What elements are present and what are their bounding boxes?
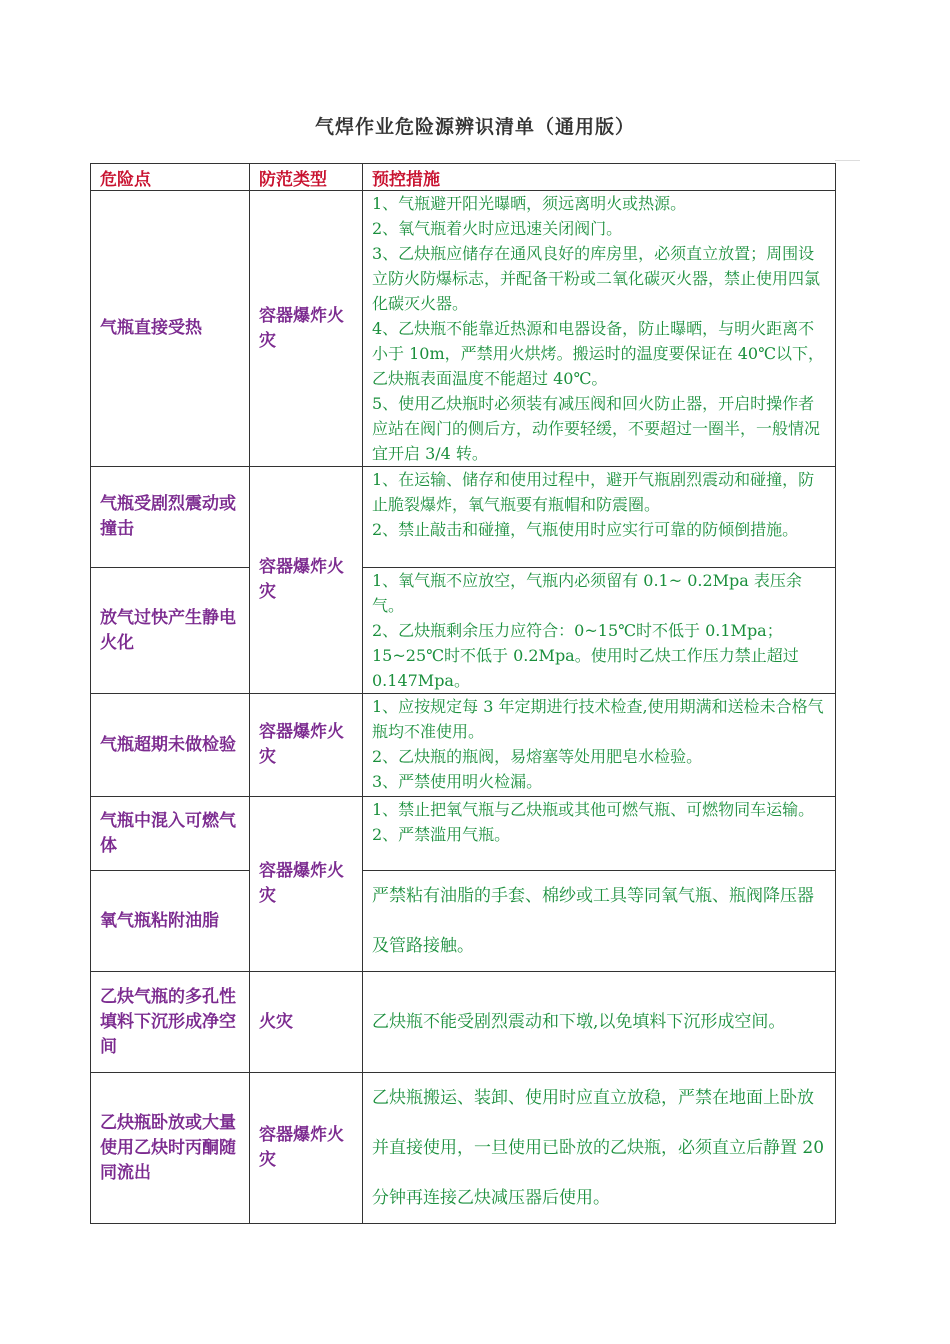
table-row — [91, 1073, 836, 1224]
measures-cell — [363, 972, 836, 1073]
measures-cell — [363, 797, 836, 871]
table-row — [91, 191, 836, 467]
header-hazard: 危险点 — [91, 164, 250, 191]
document-title: 气焊作业危险源辨识清单（通用版） — [314, 116, 635, 138]
measures-cell — [363, 694, 836, 797]
measure-item: 5、使用乙炔瓶时必须装有减压阀和回火防止器，开启时操作者应站在阀门的侧后方，动作要轻缓，不要超过一圈半，一般情况宜开启 3/4 转。 — [372, 394, 821, 463]
measure-item: 2、乙炔瓶的瓶阀，易熔塞等处用肥皂水检验。 — [372, 747, 703, 766]
hazard-cell: 气瓶超期未做检验 — [91, 694, 250, 797]
top-rule — [835, 160, 860, 161]
hazard-cell: 气瓶中混入可燃气体 — [91, 797, 250, 871]
measure-item: 3、严禁使用明火检漏。 — [372, 772, 543, 791]
table-header-row — [91, 164, 836, 191]
type-cell: 容器爆炸火灾 — [250, 797, 363, 972]
measure-item: 3、乙炔瓶应储存在通风良好的库房里，必须直立放置；周围设立防火防爆标志，并配备干粉或二氧化碳灭火器，禁止使用四氯化碳灭火器。 — [372, 244, 821, 313]
header-type: 防范类型 — [250, 164, 363, 191]
measure-item: 4、乙炔瓶不能靠近热源和电器设备，防止曝晒，与明火距离不小于 10m，严禁用火烘烤。搬运时的温度要保证在 40℃以下，乙炔瓶表面温度不能超过 40℃。 — [372, 319, 824, 388]
hazard-cell: 乙炔瓶卧放或大量使用乙炔时丙酮随同流出 — [91, 1073, 250, 1224]
hazard-cell: 氧气瓶粘附油脂 — [91, 871, 250, 972]
measure-item: 1、在运输、储存和使用过程中，避开气瓶剧烈震动和碰撞，防止脆裂爆炸，氧气瓶要有瓶帽和防震圈。 — [372, 470, 815, 514]
measure-item: 1、氧气瓶不应放空，气瓶内必须留有 0.1~ 0.2Mpa 表压余气。 — [372, 571, 802, 615]
measure-item: 1、应按规定每 3 年定期进行技术检查,使用期满和送检未合格气瓶均不准使用。 — [372, 697, 824, 741]
header-measures: 预控措施 — [363, 164, 836, 191]
hazard-cell: 气瓶直接受热 — [91, 191, 250, 467]
table-row — [91, 797, 836, 871]
table-row — [91, 694, 836, 797]
measure-item: 2、氧气瓶着火时应迅速关闭阀门。 — [372, 219, 623, 238]
table-row — [91, 467, 836, 568]
measure-item: 1、气瓶避开阳光曝晒，须远离明火或热源。 — [372, 194, 687, 213]
measures-cell — [363, 568, 836, 694]
measures-cell — [363, 191, 836, 467]
measures-cell — [363, 871, 836, 972]
measure-item: 2、乙炔瓶剩余压力应符合：0~15℃时不低于 0.1Mpa；15~25℃时不低于 0.2Mpa。使用时乙炔工作压力禁止超过 0.147Mpa。 — [372, 621, 799, 690]
measure-item: 1、禁止把氧气瓶与乙炔瓶或其他可燃气瓶、可燃物同车运输。 — [372, 800, 815, 819]
table-row — [91, 972, 836, 1073]
type-cell: 容器爆炸火灾 — [250, 191, 363, 467]
hazard-cell: 气瓶受剧烈震动或撞击 — [91, 467, 250, 568]
type-cell: 火灾 — [250, 972, 363, 1073]
type-cell: 容器爆炸火灾 — [250, 1073, 363, 1224]
hazard-table — [90, 163, 836, 1224]
hazard-cell: 放气过快产生静电火化 — [91, 568, 250, 694]
hazard-cell: 乙炔气瓶的多孔性填料下沉形成净空间 — [91, 972, 250, 1073]
measures-cell — [363, 467, 836, 568]
measure-item: 2、禁止敲击和碰撞，气瓶使用时应实行可靠的防倾倒措施。 — [372, 520, 799, 539]
table-row — [91, 871, 836, 972]
type-cell: 容器爆炸火灾 — [250, 694, 363, 797]
measures-cell — [363, 1073, 836, 1224]
measure-item: 严禁粘有油脂的手套、棉纱或工具等同氧气瓶、瓶阀降压器及管路接触。 — [372, 886, 814, 956]
measure-item: 2、严禁滥用气瓶。 — [372, 825, 511, 844]
measure-item: 乙炔瓶不能受剧烈震动和下墩,以免填料下沉形成空间。 — [372, 1012, 786, 1032]
type-cell: 容器爆炸火灾 — [250, 467, 363, 694]
table-row — [91, 568, 836, 694]
measure-item: 乙炔瓶搬运、装卸、使用时应直立放稳，严禁在地面上卧放并直接使用，一旦使用已卧放的乙炔瓶，必须直立后静置 20 分钟再连接乙炔减压器后使用。 — [372, 1088, 825, 1208]
